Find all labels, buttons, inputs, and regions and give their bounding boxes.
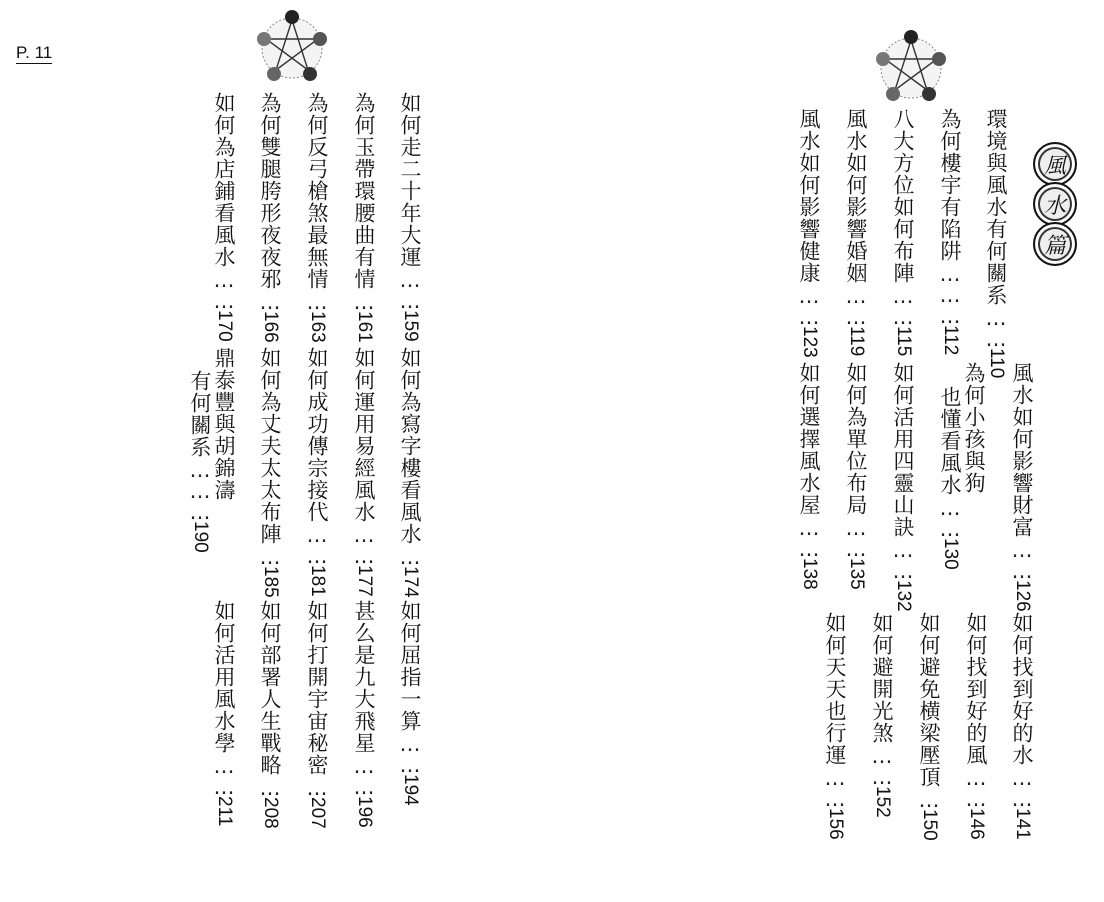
section-title-char: 水	[1033, 182, 1077, 226]
toc-entry-page: 163	[307, 311, 328, 343]
toc-entry-title: 八大方位如何布陣	[891, 108, 915, 284]
toc-entry-title: 如何打開宇宙秘密	[305, 600, 329, 776]
toc-entry-page: 190	[190, 521, 211, 553]
toc-entry-title: 如何為單位布局	[844, 362, 868, 516]
toc-entry-title: 有何關系	[188, 370, 212, 458]
toc-entry-page: 170	[214, 310, 235, 342]
toc-entry: 如何屈指一算……194	[398, 600, 422, 806]
section-title-char: 篇	[1033, 222, 1077, 266]
toc-entry-title: 如何成功傳宗接代	[305, 347, 329, 523]
toc-entry-title: 如何避免横梁壓頂	[917, 612, 941, 788]
toc-entry: 如何選擇風水屋……138	[797, 362, 821, 590]
toc-entry-title: 如何找到好的水	[1010, 612, 1034, 766]
toc-entry-page: 194	[400, 774, 421, 806]
toc-entry-page: 196	[354, 796, 375, 828]
toc-entry-title: 甚么是九大飛星	[352, 600, 376, 754]
toc-entry: 為何反弓槍煞最無情…163	[305, 92, 329, 343]
toc-entry: 如何部署人生戰略…208	[258, 600, 282, 829]
toc-entry: 如何避免横梁壓頂…150	[917, 612, 941, 841]
toc-entry-title: 為何小孩與狗	[962, 362, 986, 494]
section-title-char: 風	[1033, 142, 1077, 186]
toc-entry-page: 141	[1012, 808, 1033, 840]
toc-entry	[212, 347, 236, 501]
toc-entry-page: 181	[307, 565, 328, 597]
toc-entry: 如何為店鋪看風水……170	[212, 92, 236, 342]
pentagram-emblem-icon	[872, 28, 950, 108]
toc-entry: 甚么是九大飛星……196	[352, 600, 376, 828]
page-number: P. 11	[16, 43, 53, 62]
toc-entry: 如何為丈夫太太布陣…185	[258, 347, 282, 598]
toc-entry: 如何為單位布局……135	[844, 362, 868, 590]
toc-entry-page: 130	[940, 538, 961, 570]
toc-entry-title: 風水如何影響健康	[797, 108, 821, 284]
toc-entry: 如何運用易經風水……177	[352, 347, 376, 597]
toc-entry-page: 208	[260, 797, 281, 829]
toc-entry: 如何活用風水學……211	[212, 600, 236, 827]
toc-entry-page: 126	[1012, 580, 1033, 612]
toc-entry-title: 如何活用四靈山訣	[891, 362, 915, 538]
toc-entry-page: 150	[919, 809, 940, 841]
toc-entry: 也懂看風水……130	[938, 386, 962, 570]
toc-entry-title: 為何樓宇有陷阱	[938, 108, 962, 262]
toc-entry-title: 為何反弓槍煞最無情	[305, 92, 329, 290]
toc-entry-title: 如何為寫字樓看風水	[398, 347, 422, 545]
toc-entry-page: 174	[400, 566, 421, 598]
toc-entry: 如何為寫字樓看風水…174	[398, 347, 422, 598]
toc-entry-title: 如何部署人生戰略	[258, 600, 282, 776]
toc-entry-page: 211	[214, 796, 235, 827]
toc-entry-page: 159	[400, 310, 421, 342]
toc-entry-page: 161	[354, 311, 375, 343]
toc-entry: 如何天天也行運……156	[823, 612, 847, 840]
section-title	[1033, 142, 1077, 262]
toc-entry-page: 115	[893, 326, 914, 357]
toc-entry: 如何成功傳宗接代……181	[305, 347, 329, 597]
toc-entry	[962, 362, 986, 494]
toc-entry-title: 如何走二十年大運	[398, 92, 422, 268]
toc-entry: 為何雙腿胯形夜夜邪…166	[258, 92, 282, 343]
toc-entry-title: 如何為店鋪看風水	[212, 92, 236, 268]
toc-entry-title: 如何避開光煞	[870, 612, 894, 744]
toc-entry-title: 如何找到好的風	[964, 612, 988, 766]
toc-entry: 如何活用四靈山訣……132	[891, 362, 915, 612]
toc-entry-title: 如何運用易經風水	[352, 347, 376, 523]
toc-entry: 如何走二十年大運……159	[398, 92, 422, 342]
toc-entry-page: 110	[986, 348, 1007, 379]
toc-entry-page: 152	[872, 786, 893, 818]
toc-entry-page: 146	[966, 808, 987, 840]
toc-entry: 有何關系………190	[188, 370, 212, 553]
toc-entry-title: 為何玉帶環腰曲有情	[352, 92, 376, 290]
toc-entry-title: 環境與風水有何關系	[984, 108, 1008, 306]
toc-entry-page: 138	[799, 558, 820, 590]
toc-entry-page: 166	[260, 311, 281, 343]
toc-entry-page: 207	[307, 797, 328, 829]
toc-entry: 風水如何影響婚姻……119	[844, 108, 868, 357]
toc-entry-title: 為何雙腿胯形夜夜邪	[258, 92, 282, 290]
toc-entry: 如何找到好的水……141	[1010, 612, 1034, 840]
toc-entry: 風水如何影響健康……123	[797, 108, 821, 358]
toc-entry: 如何避開光煞……152	[870, 612, 894, 818]
pentagram-emblem-icon	[253, 8, 331, 88]
toc-entry: 如何打開宇宙秘密…207	[305, 600, 329, 829]
toc-entry-title: 如何天天也行運	[823, 612, 847, 766]
toc-entry-title: 如何屈指一算	[398, 600, 422, 732]
toc-entry-page: 119	[846, 326, 867, 357]
toc-entry: 為何樓宇有陷阱………112	[938, 108, 962, 356]
toc-entry-page: 185	[260, 566, 281, 598]
toc-entry: 環境與風水有何關系……110	[984, 108, 1008, 379]
toc-entry-title: 風水如何影響婚姻	[844, 108, 868, 284]
toc-entry-title: 如何為丈夫太太布陣	[258, 347, 282, 545]
toc-entry-title: 鼎泰豐與胡錦濤	[212, 347, 236, 501]
toc-entry-page: 177	[354, 565, 375, 597]
toc-entry-page: 132	[893, 580, 914, 612]
toc-entry: 八大方位如何布陣……115	[891, 108, 915, 357]
toc-entry: 為何玉帶環腰曲有情…161	[352, 92, 376, 343]
toc-entry-title: 如何選擇風水屋	[797, 362, 821, 516]
toc-entry: 如何找到好的風……146	[964, 612, 988, 840]
toc-entry-page: 135	[846, 558, 867, 590]
toc-entry-page: 123	[799, 326, 820, 358]
toc-entry-page: 156	[825, 808, 846, 840]
toc-entry-title: 也懂看風水	[938, 386, 962, 496]
toc-entry-title: 風水如何影響財富	[1010, 362, 1034, 538]
toc-entry: 風水如何影響財富……126	[1010, 362, 1034, 612]
toc-entry-page: 112	[940, 325, 961, 356]
toc-entry-title: 如何活用風水學	[212, 600, 236, 754]
